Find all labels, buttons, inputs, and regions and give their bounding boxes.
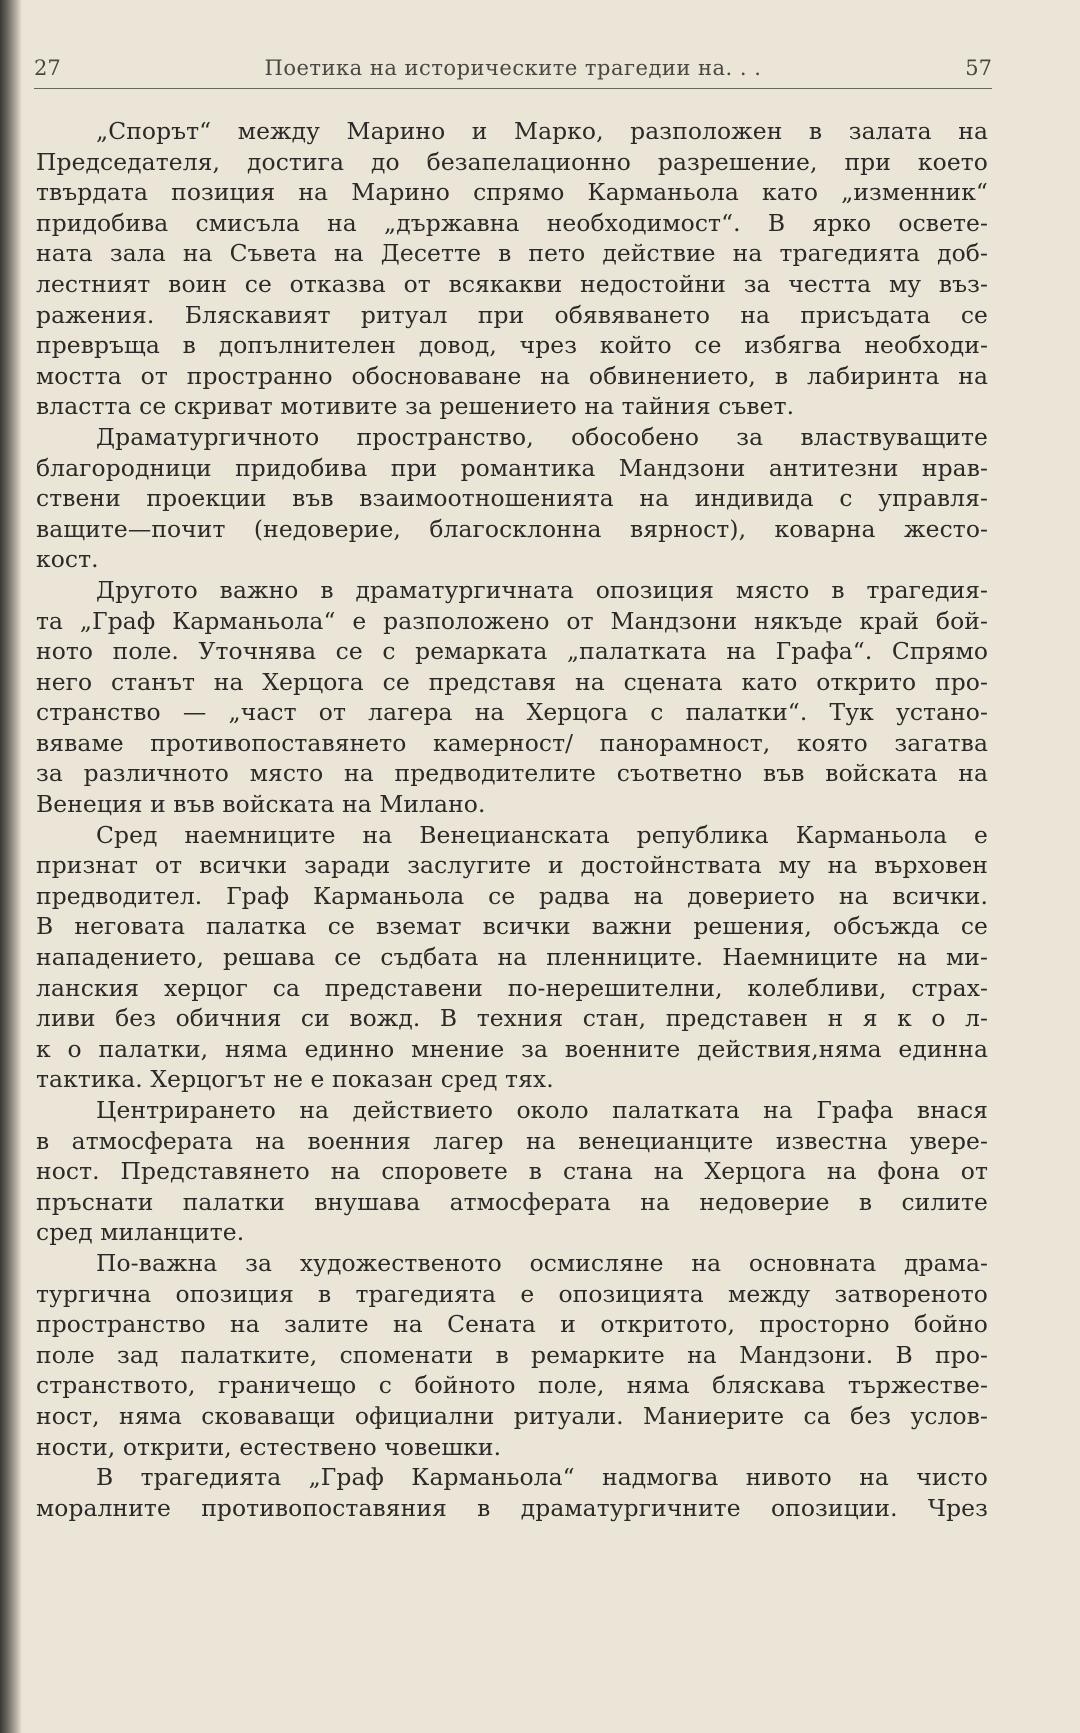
text-line: пръснати палатки внушава атмосферата на недоверие в силите — [36, 1187, 988, 1216]
text-line: твърдата позиция на Марино спрямо Карманьола като „изменник“ — [36, 178, 988, 207]
running-header — [34, 52, 992, 89]
text-line: лестният воин се отказва от всякакви недостойни за честта му въз- — [36, 269, 988, 298]
text-line: мостта от пространно обосноваване на обвинението, в лабиринта на — [36, 361, 988, 390]
text-line: предводител. Граф Карманьола се радва на доверието на всички. — [36, 881, 988, 910]
page-number: 57 — [965, 56, 992, 80]
text-line: за различното място на предводителите съответно във войската на — [36, 759, 988, 788]
text-line: поле зад палатките, споменати в ремарките на Мандзони. В про- — [36, 1340, 988, 1369]
text-line: ност, няма сковаващи официални ритуали. Маниерите са без услов- — [36, 1401, 988, 1430]
text-line: В неговата палатка се вземат всички важни решения, обсъжда се — [36, 912, 988, 941]
text-line: вяваме противопоставянето камерност/ панорамност, която загатва — [36, 728, 988, 757]
text-line: Сред наемниците на Венецианската република Карманьола е — [96, 820, 988, 849]
text-line: Другото важно в драматургичната опозиция място в трагедия- — [96, 575, 988, 604]
text-line: Драматургичното пространство, обособено за властвуващите — [96, 422, 988, 451]
text-line: него станът на Херцога се представя на сцената като открито про- — [36, 667, 988, 696]
book-spine-shadow — [0, 0, 22, 1733]
text-line: тургична опозиция в трагедията е опозицията между затвореното — [36, 1279, 988, 1308]
text-line: сред миланците. — [36, 1218, 245, 1247]
running-title: Поетика на историческите трагедии на. . . — [264, 56, 762, 80]
text-line: странството, граничещо с бойното поле, няма бляскава тържестве- — [36, 1371, 988, 1400]
text-line: ната зала на Съвета на Десетте в пето действие на трагедията доб- — [36, 239, 988, 268]
text-line: ланския херцог са представени по-нерешителни, колебливи, страх- — [36, 973, 988, 1002]
body-text — [36, 116, 988, 1523]
text-line: ности, открити, естествено човешки. — [36, 1432, 502, 1461]
text-line: ражения. Бляскавият ритуал при обявяването на присъдата се — [36, 300, 988, 329]
text-line: моралните противопоставяния в драматургичните опозиции. Чрез — [36, 1493, 988, 1522]
text-line: Председателя, достига до безапелационно разрешение, при което — [36, 147, 988, 176]
text-line: кост. — [36, 545, 99, 574]
text-line: ливи без обичния си вожд. В техния стан, представен н я к о л- — [36, 1004, 988, 1033]
text-line: благородници придобива при романтика Мандзони антитезни нрав- — [36, 453, 988, 482]
text-line: ващите—почит (недоверие, благосклонна вярност), коварна жесто- — [36, 514, 988, 543]
text-line: „Спорът“ между Марино и Марко, разположен в залата на — [96, 117, 988, 145]
text-line: признат от всички заради заслугите и достойнствата му на върховен — [36, 851, 988, 880]
text-line: тактика. Херцогът не е показан сред тях. — [36, 1065, 554, 1094]
text-line: в атмосферата на военния лагер на венецианците известна увере- — [36, 1126, 988, 1155]
text-line: ност. Представянето на споровете в стана на Херцога на фона от — [36, 1157, 988, 1186]
text-line: В трагедията „Граф Карманьола“ надмогва нивото на чисто — [96, 1463, 988, 1492]
header-left-number: 27 — [34, 56, 61, 80]
text-line: та „Граф Карманьола“ е разположено от Мандзони някъде край бой- — [36, 606, 988, 635]
text-line: властта се скриват мотивите за решението на тайния съвет. — [36, 392, 795, 421]
text-line: придобива смисъла на „държавна необходимост“. В ярко освете- — [36, 208, 988, 237]
text-line: ното поле. Уточнява се с ремарката „палатката на Графа“. Спрямо — [36, 637, 988, 666]
text-line: Центрирането на действието около палатката на Графа внася — [96, 1096, 988, 1124]
text-line: превръща в допълнителен довод, чрез който се избягва необходи- — [36, 331, 988, 360]
text-line: нападението, решава се съдбата на пленниците. Наемниците на ми- — [36, 943, 988, 972]
text-line: к о палатки, няма единно мнение за военните действия,няма единна — [36, 1034, 988, 1063]
text-line: По-важна за художественото осмисляне на основната драма- — [96, 1248, 988, 1277]
text-line: Венеция и във войската на Милано. — [36, 790, 486, 819]
text-line: пространство на залите на Сената и откритото, просторно бойно — [36, 1310, 988, 1339]
text-line: странство — „част от лагера на Херцога с палатки“. Тук устано- — [36, 698, 988, 727]
text-line: ствени проекции във взаимоотношенията на индивида с управля- — [36, 484, 988, 513]
